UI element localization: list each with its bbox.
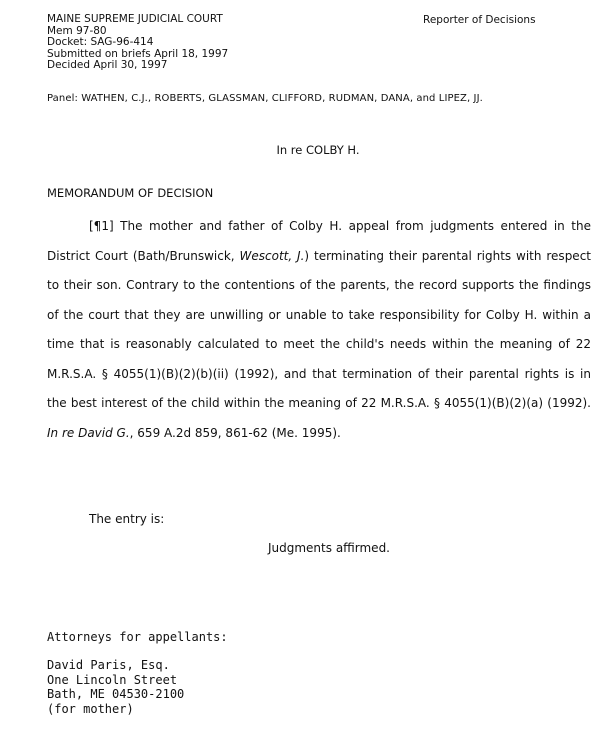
judge-name: Wescott, J.	[239, 248, 305, 263]
submitted-date: Submitted on briefs April 18, 1997	[47, 47, 229, 60]
body-text-2: ) terminating their parental rights with respect to their son. Contrary to the contentions of the parents, the record supports the findings of the court that they are unwilling or unable to take responsibility for Colby H. within a time that is reasonably calculated to meet the child's needs within the meaning of 22 M.R.S.A. § 4055(1)(B)(2)(b)(ii) (1992), and that termination of their parental rights is in the best interest of the child within the meaning of 22 M.R.S.A. § 4055(1)(B)(2)(a) (1992).	[47, 248, 591, 410]
case-header	[47, 14, 228, 72]
body-text-3: , 659 A.2d 859, 861-62 (Me. 1995).	[129, 425, 341, 440]
panel-line: Panel: WATHEN, C.J., ROBERTS, GLASSMAN, CLIFFORD, RUDMAN, DANA, and LIPEZ, JJ.	[47, 93, 483, 104]
reporter-label: Reporter of Decisions	[423, 14, 536, 26]
attorney-note: (for mother)	[47, 701, 134, 716]
judgment-result: Judgments affirmed.	[267, 541, 390, 555]
attorney-city: Bath, ME 04530-2100	[47, 687, 185, 701]
court-name: MAINE SUPREME JUDICIAL COURT	[47, 13, 223, 25]
case-caption: In re COLBY H.	[276, 143, 360, 157]
docket-number: Docket: SAG-96-414	[47, 36, 154, 49]
body-text-1: [¶1] The mother and father of Colby H. appeal from judgments entered in the District Court (Bath/Brunswick,	[47, 219, 591, 263]
paragraph-1	[47, 212, 591, 448]
attorney-block	[47, 658, 184, 716]
attorneys-heading: Attorneys for appellants:	[47, 630, 228, 644]
decision-body	[47, 212, 591, 448]
cited-case: In re David G.	[47, 425, 130, 440]
attorney-name: David Paris, Esq.	[47, 658, 170, 672]
memo-title: MEMORANDUM OF DECISION	[47, 186, 214, 200]
memo-number: Mem 97-80	[47, 24, 107, 37]
attorney-street: One Lincoln Street	[47, 672, 178, 687]
decided-date: Decided April 30, 1997	[47, 59, 168, 72]
entry-label: The entry is:	[89, 512, 165, 526]
